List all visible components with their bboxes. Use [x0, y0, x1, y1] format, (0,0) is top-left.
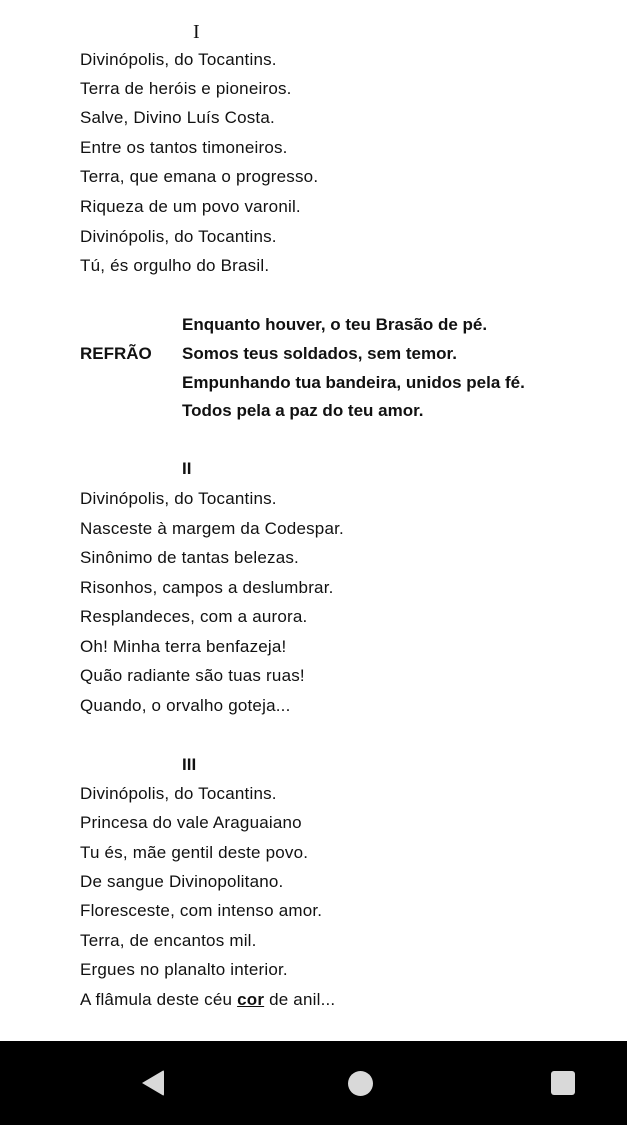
stanza-3-line: Floresceste, com intenso amor.	[80, 901, 323, 920]
stanza-3-last-line	[80, 989, 335, 1011]
refrain-line: Todos pela a paz do teu amor.	[182, 401, 424, 420]
stanza-1-line: Riqueza de um povo varonil.	[80, 197, 301, 216]
stanza-1-line: Divinópolis, do Tocantins.	[80, 227, 277, 246]
stanza-1-line: Terra de heróis e pioneiros.	[80, 79, 292, 98]
stanza-1-line: Divinópolis, do Tocantins.	[80, 50, 277, 69]
stanza-1-line: Salve, Divino Luís Costa.	[80, 108, 275, 127]
recents-icon	[551, 1071, 575, 1095]
stanza-2-line: Quão radiante são tuas ruas!	[80, 666, 305, 685]
refrain-line: Somos teus soldados, sem temor.	[182, 344, 457, 363]
navigation-bar	[0, 1041, 627, 1125]
home-icon	[348, 1071, 373, 1096]
stanza-2-line: Oh! Minha terra benfazeja!	[80, 637, 287, 656]
stanza-3-line: Divinópolis, do Tocantins.	[80, 784, 277, 803]
back-button[interactable]	[113, 1041, 193, 1125]
stanza-3-line: Ergues no planalto interior.	[80, 960, 288, 979]
refrain-line: Empunhando tua bandeira, unidos pela fé.	[182, 373, 525, 392]
stanza-2-line: Risonhos, campos a deslumbrar.	[80, 578, 334, 597]
stanza-1-line: Tú, és orgulho do Brasil.	[80, 256, 270, 275]
stanza-2-heading: II	[182, 459, 192, 478]
last-line-end: de anil...	[264, 990, 336, 1009]
stanza-3-line: Tu és, mãe gentil deste povo.	[80, 843, 309, 862]
recents-button[interactable]	[523, 1041, 603, 1125]
stanza-1-line: Terra, que emana o progresso.	[80, 167, 319, 186]
stanza-2-line: Nasceste à margem da Codespar.	[80, 519, 344, 538]
refrain-line: Enquanto houver, o teu Brasão de pé.	[182, 315, 488, 334]
stanza-3-line: Terra, de encantos mil.	[80, 931, 257, 950]
stanza-3-heading: III	[182, 755, 197, 774]
stanza-2-line: Divinópolis, do Tocantins.	[80, 489, 277, 508]
stanza-1-heading: I	[193, 21, 200, 43]
stanza-2-line: Quando, o orvalho goteja...	[80, 696, 291, 715]
stanza-2-line: Resplandeces, com a aurora.	[80, 607, 308, 626]
underlined-word: cor	[237, 990, 265, 1009]
last-line-start: A flâmula deste céu	[80, 990, 238, 1009]
stanza-3-line: De sangue Divinopolitano.	[80, 872, 284, 891]
stanza-3-line: Princesa do vale Araguaiano	[80, 813, 302, 832]
refrain-label: REFRÃO	[80, 344, 152, 363]
stanza-2-line: Sinônimo de tantas belezas.	[80, 548, 299, 567]
back-icon	[142, 1070, 164, 1096]
home-button[interactable]	[320, 1041, 400, 1125]
stanza-1-line: Entre os tantos timoneiros.	[80, 138, 288, 157]
